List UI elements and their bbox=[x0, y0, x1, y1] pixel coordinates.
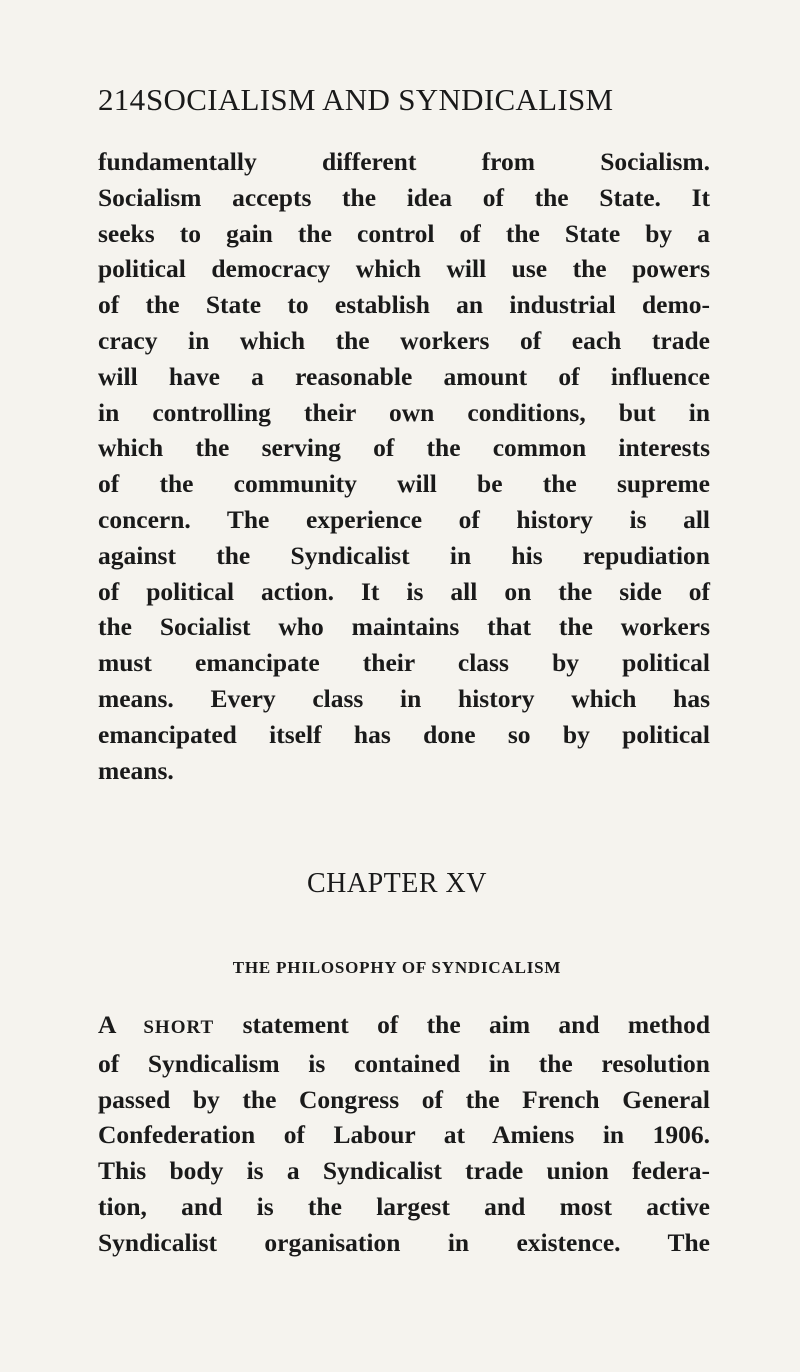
paragraph-line: This body is a Syndicalist trade union federa- bbox=[98, 1156, 710, 1186]
paragraph-line: must emancipate their class by political bbox=[98, 648, 710, 678]
running-head-title: SOCIALISM AND SYNDICALISM bbox=[146, 82, 614, 117]
paragraph-line: the Socialist who maintains that the workers bbox=[98, 612, 710, 642]
paragraph-line: Socialism accepts the idea of the State. It bbox=[98, 182, 710, 212]
paragraph-line: of political action. It is all on the side of bbox=[98, 576, 710, 606]
paragraph-first-line bbox=[98, 1007, 710, 1046]
paragraph-line: concern. The experience of history is all bbox=[98, 504, 710, 534]
paragraph-line: which the serving of the common interests bbox=[98, 433, 710, 463]
paragraph-line: of the community will be the supreme bbox=[98, 469, 710, 499]
paragraph-line: fundamentally different from Socialism. bbox=[98, 147, 710, 176]
paragraph-line: Syndicalist organisation in existence. The bbox=[98, 1227, 710, 1257]
paragraph-line: of the State to establish an industrial demo- bbox=[98, 290, 710, 320]
paragraph-line: passed by the Congress of the French General bbox=[98, 1084, 710, 1114]
paragraph-line: tion, and is the largest and most active bbox=[98, 1191, 710, 1221]
chapter-heading-text: CHAPTER XV bbox=[306, 868, 487, 899]
running-head bbox=[98, 82, 738, 118]
paragraph-2 bbox=[98, 1007, 710, 1261]
chapter-subtitle bbox=[0, 958, 800, 978]
paragraph-line: emancipated itself has done so by political bbox=[98, 719, 710, 749]
paragraph-line: will have a reasonable amount of influence bbox=[98, 361, 710, 391]
paragraph-line: political democracy which will use the powers bbox=[98, 254, 710, 284]
first-line-rest: statement of the aim and method bbox=[242, 1010, 711, 1039]
first-word: A bbox=[98, 1010, 116, 1039]
paragraph-1 bbox=[98, 144, 710, 788]
paragraph-line: means. bbox=[98, 755, 174, 785]
paragraph-line: against the Syndicalist in his repudiation bbox=[98, 540, 710, 570]
paragraph-line: seeks to gain the control of the State by a bbox=[98, 218, 710, 248]
paragraph-line: in controlling their own conditions, but in bbox=[98, 397, 710, 427]
page-number: 214 bbox=[98, 82, 146, 117]
paragraph-line: Confederation of Labour at Amiens in 1906. bbox=[98, 1120, 710, 1150]
chapter-heading bbox=[0, 868, 800, 900]
small-caps-word: SHORT bbox=[143, 1017, 215, 1038]
paragraph-line: means. Every class in history which has bbox=[98, 683, 710, 713]
paragraph-line: of Syndicalism is contained in the resolution bbox=[98, 1048, 710, 1078]
chapter-subtitle-text: THE PHILOSOPHY OF SYNDICALISM bbox=[232, 958, 562, 977]
paragraph-line: cracy in which the workers of each trade bbox=[98, 325, 710, 355]
